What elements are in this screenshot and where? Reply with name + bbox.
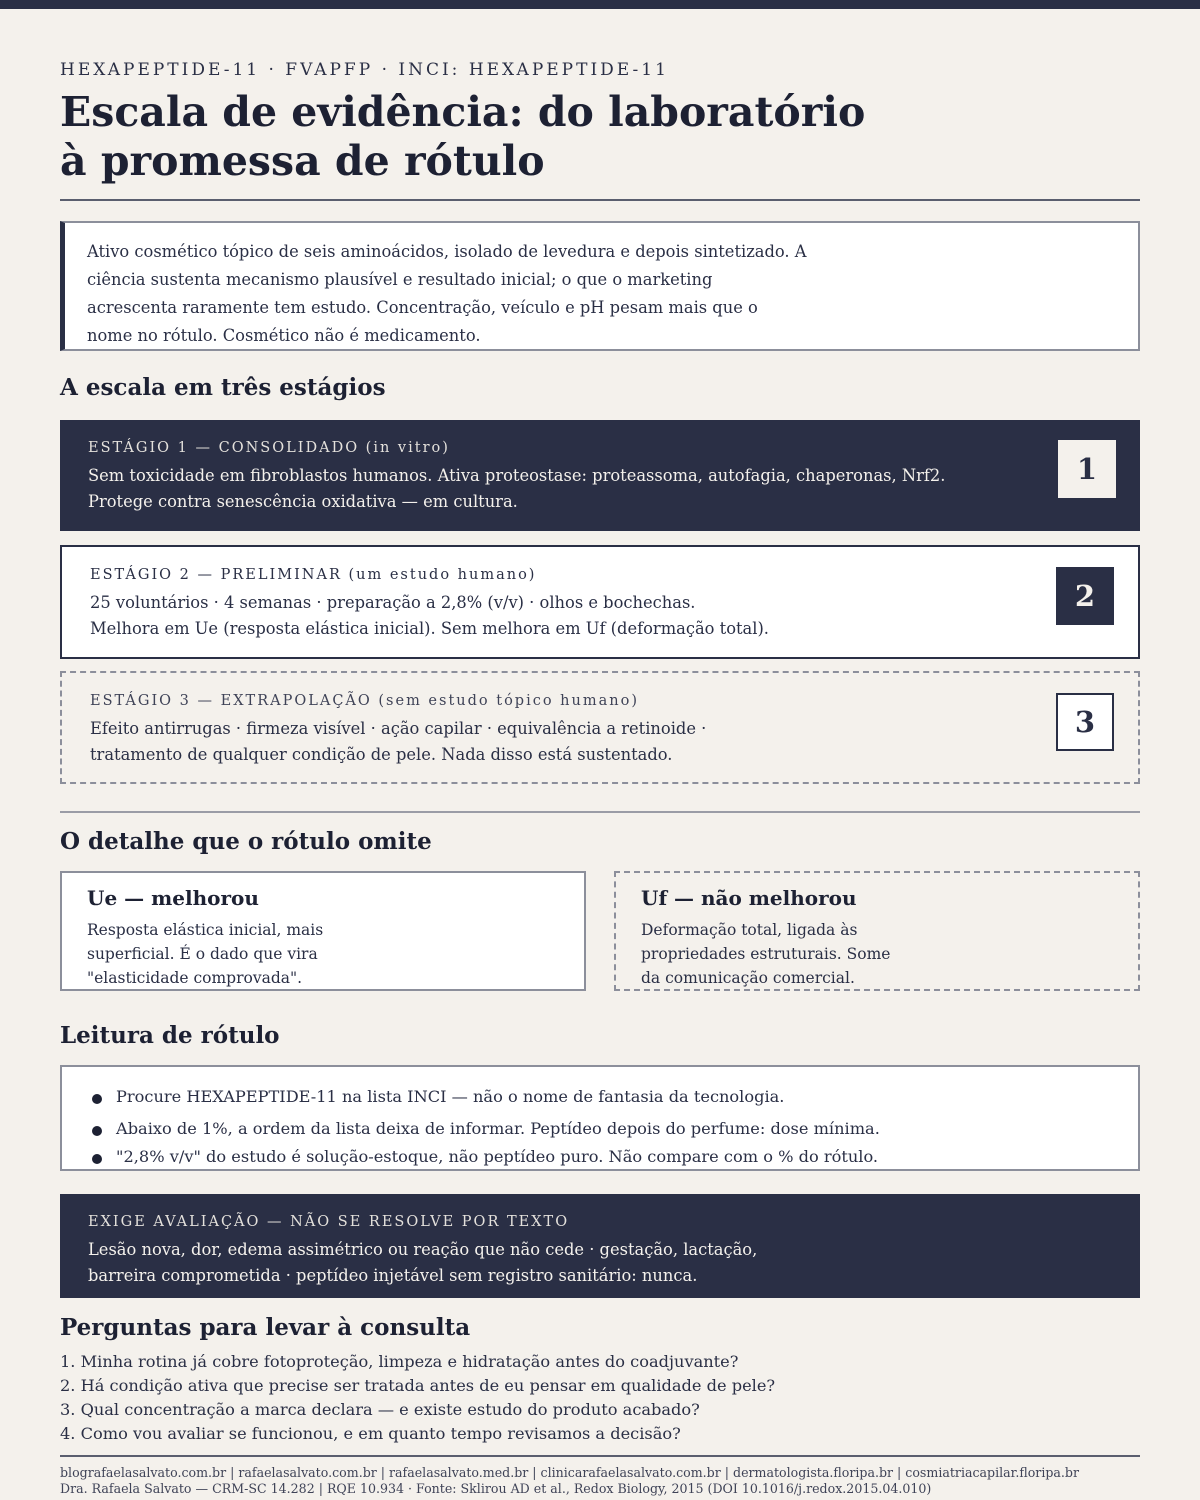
uf-card-body: Deformação total, ligada às propriedades estruturais. Some da comunicação comercial. [641,921,891,987]
bullet-icon [92,1094,102,1104]
ue-card [60,871,586,991]
stage-1-card [60,420,1140,531]
stage-2-number-badge: 2 [1056,567,1114,625]
detail-heading: O detalhe que o rótulo omite [60,828,432,855]
bullet-icon [92,1154,102,1164]
stage-1-label: ESTÁGIO 1 — CONSOLIDADO (in vitro) [88,440,450,456]
stage-3-card [60,671,1140,784]
stage-3-body: Efeito antirrugas · firmeza visível · ação capilar · equivalência a retinoide · tratamento de qualquer condição de pele. Nada disso está sustentado. [90,719,707,764]
title-line-2: à promessa de rótulo [60,137,545,185]
label-reading-heading: Leitura de rótulo [60,1022,280,1049]
section-divider [60,811,1140,813]
stage-2-label: ESTÁGIO 2 — PRELIMINAR (um estudo humano) [90,567,537,583]
stage-1-body: Sem toxicidade em fibroblastos humanos. Ativa proteostase: proteassoma, autofagia, chaperonas, Nrf2. Protege contra senescência oxidativa — em cultura. [88,466,946,511]
question-item: 1. Minha rotina já cobre fotoproteção, limpeza e hidratação antes do coadjuvante? [60,1352,739,1371]
questions-list [60,1350,775,1446]
stage-2-card [60,545,1140,659]
title-divider [60,199,1140,201]
title-line-1: Escala de evidência: do laboratório [60,88,866,136]
list-item: Procure HEXAPEPTIDE-11 na lista INCI — não o nome de fantasia da tecnologia. [92,1087,1138,1115]
question-item: 3. Qual concentração a marca declara — e existe estudo do produto acabado? [60,1400,700,1419]
footer-sites: blografaelasalvato.com.br | rafaelasalvato.com.br | rafaelasalvato.med.br | clinicarafaelasalvato.com.br | dermatologista.floripa.br | cosmiatriacapilar.floripa.br [60,1465,1080,1480]
stage-3-number-badge: 3 [1056,693,1114,751]
question-item: 4. Como vou avaliar se funcionou, e em quanto tempo revisamos a decisão? [60,1424,681,1443]
questions-heading: Perguntas para levar à consulta [60,1314,471,1341]
stage-3-label: ESTÁGIO 3 — EXTRAPOLAÇÃO (sem estudo tópico humano) [90,693,639,709]
stage-2-body [90,590,990,642]
question-item: 2. Há condição ativa que precise ser tratada antes de eu pensar em qualidade de pele? [60,1376,776,1395]
stage-2-body-line-2: Melhora em Ue (resposta elástica inicial). Sem melhora em Uf (deformação total). [90,619,769,638]
footer-credit: Dra. Rafaela Salvato — CRM-SC 14.282 | RQE 10.934 · Fonte: Sklirou AD et al., Redox Biology, 2015 (DOI 10.1016/j.redox.2015.04.010) [60,1481,932,1496]
alert-body: Lesão nova, dor, edema assimétrico ou reação que não cede · gestação, lactação, barreira comprometida · peptídeo injetável sem registro sanitário: nunca. [88,1240,758,1285]
intro-box [60,221,1140,351]
uf-card-title: Uf — não melhorou [641,886,857,910]
label-reading-list [60,1065,1140,1171]
alert-label: EXIGE AVALIAÇÃO — NÃO SE RESOLVE POR TEXTO [88,1214,570,1230]
ue-card-title: Ue — melhorou [87,886,259,910]
top-accent-bar [0,0,1200,9]
footer-divider [60,1455,1140,1457]
uf-card [614,871,1140,991]
eyebrow-label: HEXAPEPTIDE-11 · FVAPFP · INCI: HEXAPEPTIDE-11 [60,60,669,80]
list-item: "2,8% v/v" do estudo é solução-estoque, não peptídeo puro. Não compare com o % do rótulo. [92,1147,1138,1175]
list-item: Abaixo de 1%, a ordem da lista deixa de informar. Peptídeo depois do perfume: dose mínima. [92,1119,1138,1147]
stage-1-number-badge: 1 [1058,440,1116,498]
alert-box [60,1194,1140,1298]
ue-card-body: Resposta elástica inicial, mais superficial. É o dado que vira "elasticidade comprovada". [87,921,324,987]
scale-heading: A escala em três estágios [60,374,386,401]
bullet-icon [92,1126,102,1136]
stage-2-body-line-1: 25 voluntários · 4 semanas · preparação a 2,8% (v/v) · olhos e bochechas. [90,593,696,612]
footer [60,1465,1140,1497]
intro-text: Ativo cosmético tópico de seis aminoácidos, isolado de levedura e depois sintetizado. A ciência sustenta mecanismo plausível e resultado inicial; o que o marketing acrescenta raramente tem estudo. Concentração, veículo e pH pesam mais que o nome no rótulo. Cosmético não é medicamento. [87,242,807,345]
page-title [60,88,1060,186]
